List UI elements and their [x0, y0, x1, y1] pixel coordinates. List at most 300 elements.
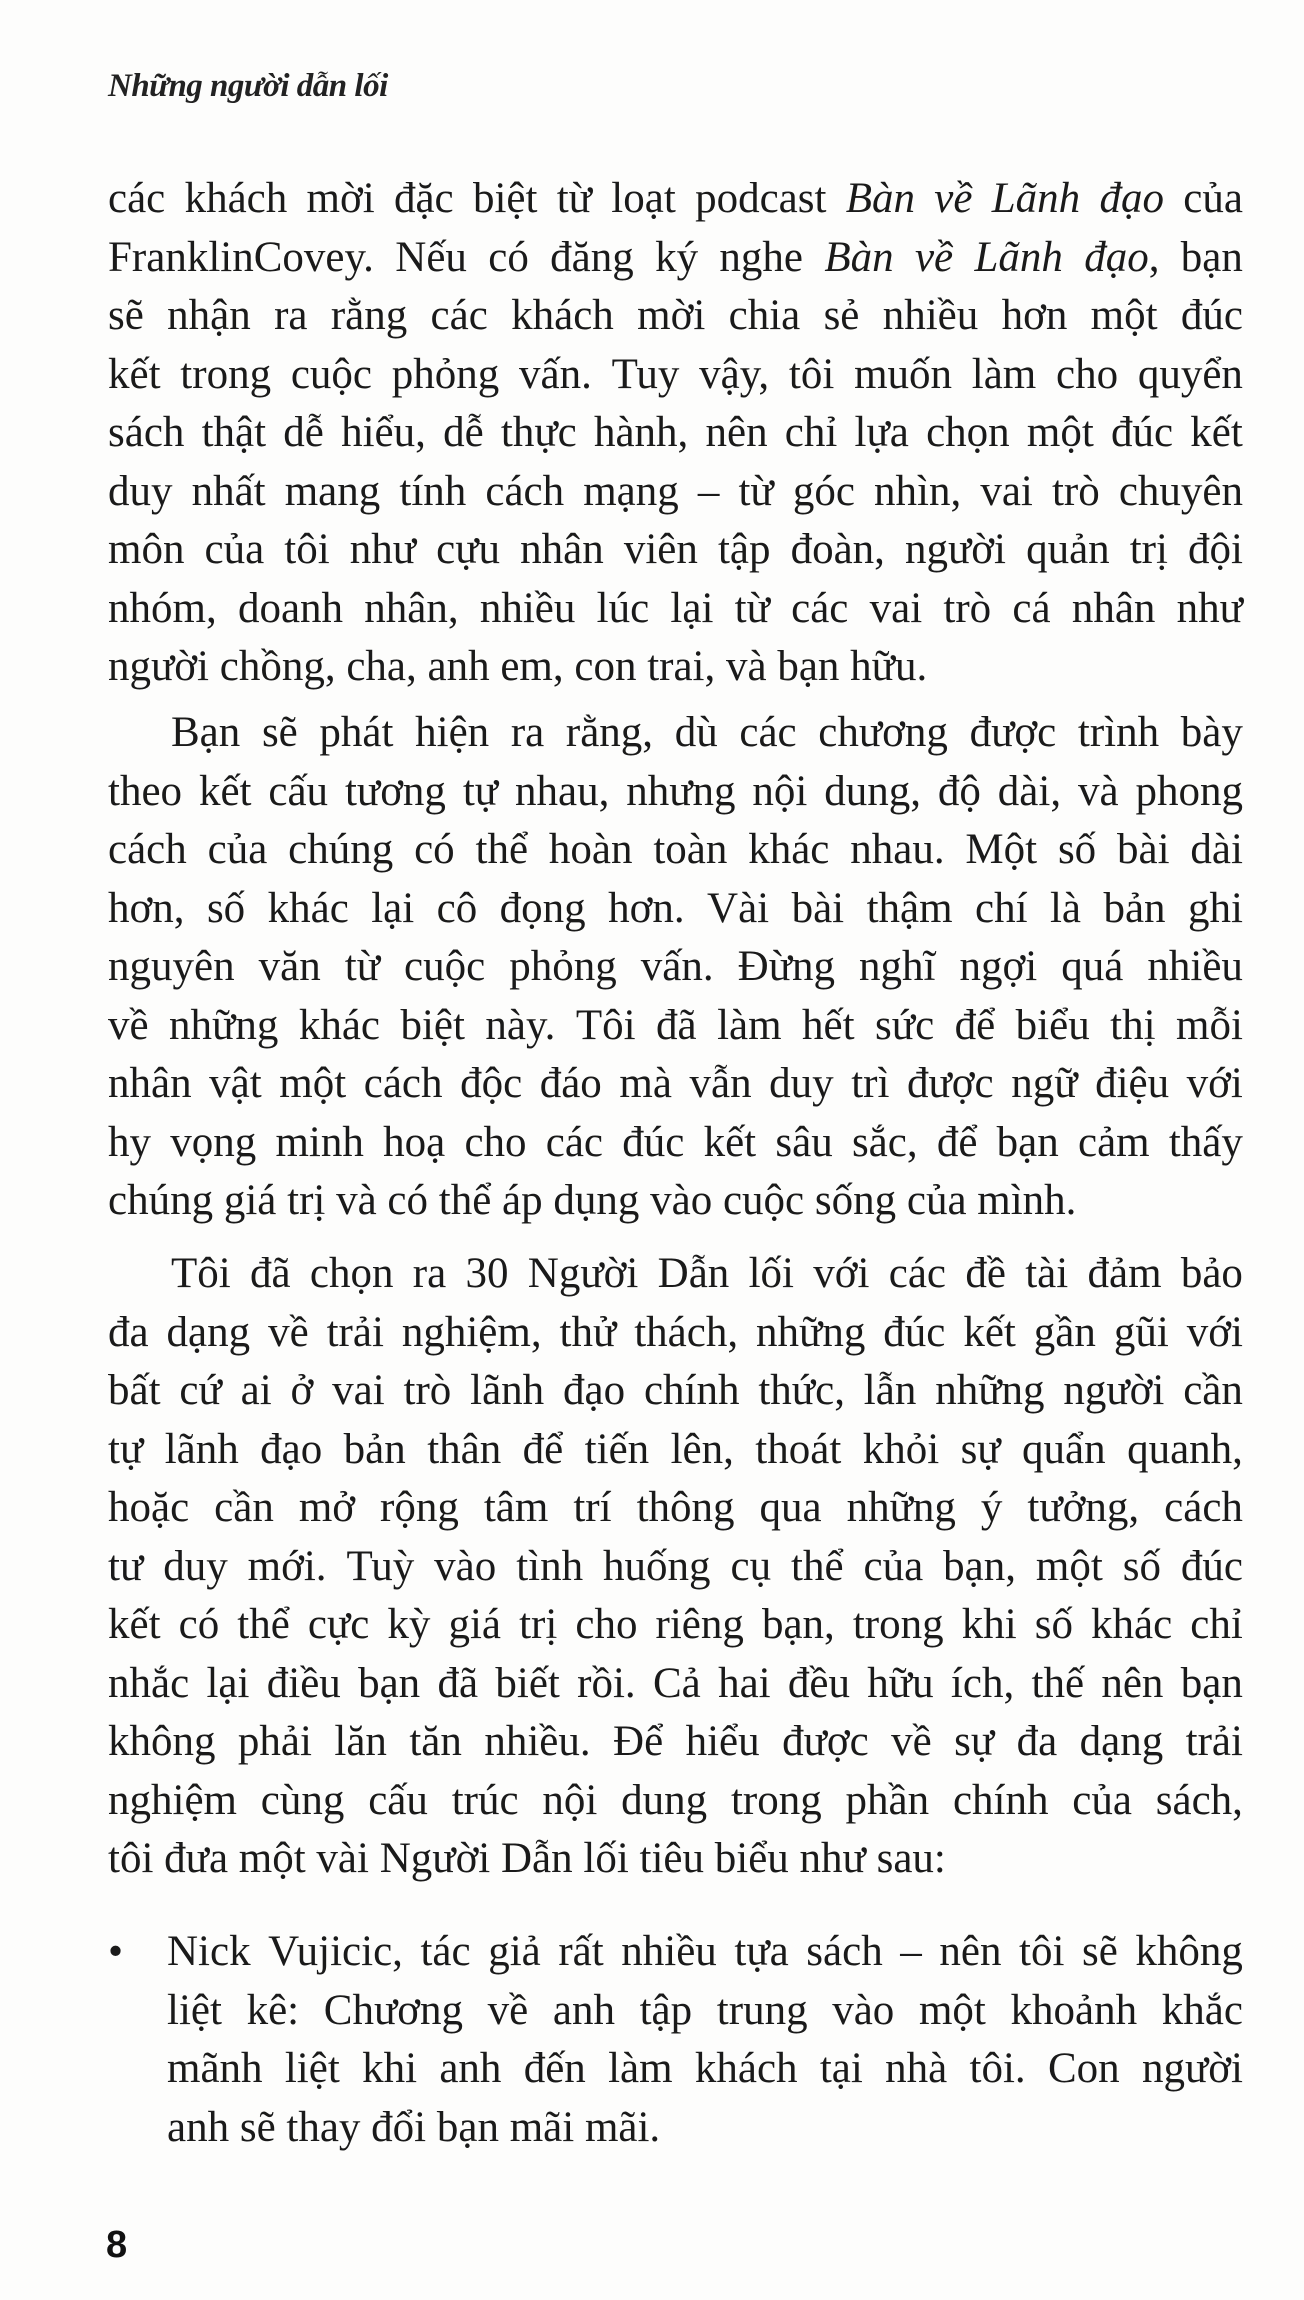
text-segment: bạn	[358, 1659, 421, 1707]
text-segment: Một	[965, 826, 1038, 873]
word	[291, 1362, 314, 1421]
text-segment: nhắc	[108, 1659, 190, 1707]
text-segment: rất	[558, 1928, 604, 1975]
text-segment: đúc	[622, 1118, 685, 1166]
word	[594, 404, 688, 463]
word	[511, 287, 614, 346]
word	[640, 1982, 693, 2041]
word	[583, 463, 679, 522]
word	[466, 1245, 509, 1304]
text-segment: tài	[1025, 1250, 1069, 1297]
text-segment: gũi	[1113, 1308, 1169, 1356]
text-segment: quá	[1061, 943, 1124, 990]
word	[915, 229, 953, 288]
word	[1016, 997, 1090, 1056]
word	[285, 463, 381, 522]
text-segment: cụ	[730, 1542, 772, 1590]
word	[1181, 287, 1243, 346]
text-segment: mỗi	[1176, 1001, 1243, 1049]
word	[319, 704, 393, 763]
word	[612, 346, 680, 405]
word	[464, 1114, 526, 1173]
word	[344, 1421, 406, 1480]
text-segment: khách	[184, 175, 288, 222]
word	[208, 821, 268, 880]
text-segment: tương	[344, 767, 446, 815]
word	[965, 821, 1037, 880]
text-segment: trung	[716, 1986, 808, 2034]
word	[275, 1114, 363, 1173]
text-segment: đáo	[539, 1060, 602, 1107]
text-segment: vai	[332, 1367, 385, 1414]
text-segment: văn	[258, 943, 321, 990]
word	[1063, 1362, 1164, 1421]
text-segment: cần	[214, 1484, 274, 1531]
text-segment: biểu	[1015, 1001, 1090, 1049]
word	[788, 1655, 850, 1714]
word	[573, 1479, 611, 1538]
text-segment: vai	[869, 584, 923, 632]
text-segment: huống	[603, 1542, 711, 1590]
word	[832, 1982, 894, 2041]
word	[167, 1982, 222, 2041]
text-segment: chính	[643, 1367, 740, 1414]
word	[364, 580, 458, 639]
text-line	[108, 763, 1243, 822]
word	[603, 1538, 711, 1597]
text-segment: ghi	[1187, 884, 1243, 932]
word	[431, 287, 488, 346]
text-segment: Tuy	[611, 350, 680, 398]
text-segment: thể	[237, 1601, 290, 1648]
text-segment: tập	[639, 1986, 693, 2034]
text-segment: những	[935, 1367, 1045, 1414]
text-segment: Để	[613, 1718, 664, 1765]
word	[707, 880, 769, 939]
word	[1034, 1304, 1096, 1363]
text-segment: nhau,	[514, 767, 610, 815]
word	[108, 1421, 143, 1480]
word	[760, 1479, 822, 1538]
word	[608, 880, 685, 939]
word	[621, 1772, 707, 1831]
text-segment: thách,	[634, 1308, 739, 1356]
text-segment: khách	[511, 292, 614, 339]
text-segment: trì	[851, 1060, 890, 1107]
text-segment: nhau.	[850, 826, 945, 873]
word	[626, 763, 735, 822]
word	[644, 1362, 740, 1421]
text-segment: lẫn	[863, 1367, 917, 1414]
word	[550, 229, 634, 288]
word	[167, 1923, 251, 1982]
word	[656, 997, 697, 1056]
word	[488, 1923, 541, 1982]
text-segment: ai	[240, 1367, 272, 1414]
text-segment: sách,	[1155, 1776, 1243, 1824]
text-segment: bài	[1117, 826, 1170, 873]
word	[167, 287, 251, 346]
text-segment: ,	[1148, 233, 1160, 281]
text-segment: trúc	[451, 1776, 519, 1824]
text-segment: toàn	[653, 826, 728, 873]
text-segment: mang	[284, 467, 381, 515]
word	[907, 1055, 994, 1114]
text-segment: lãnh	[470, 1367, 545, 1414]
word	[735, 580, 770, 639]
text-segment: đảm	[1087, 1250, 1162, 1297]
text-segment: biệt	[400, 1001, 465, 1049]
text-line	[167, 1923, 1243, 1982]
text-line	[108, 229, 1243, 288]
text-segment: rằng,	[565, 709, 654, 756]
word	[558, 1923, 603, 1982]
text-segment: sẽ	[1082, 1928, 1118, 1975]
text-line	[108, 1655, 1243, 1714]
text-segment: duy	[769, 1060, 834, 1107]
word	[248, 1538, 327, 1597]
text-segment: các	[739, 709, 797, 756]
text-segment: ngợi	[959, 943, 1038, 990]
word	[414, 821, 455, 880]
word	[972, 346, 1036, 405]
text-segment: đã	[437, 1659, 479, 1707]
word	[622, 1114, 684, 1173]
text-segment: hành,	[593, 409, 689, 456]
word	[283, 404, 324, 463]
text-segment: Cả	[652, 1659, 701, 1707]
text-segment: nhà	[885, 2045, 948, 2092]
word	[420, 1923, 470, 1982]
word	[108, 880, 185, 939]
text-segment: muốn	[854, 350, 953, 398]
word	[485, 463, 564, 522]
text-segment: tâm	[483, 1484, 549, 1531]
text-segment: hoàn	[548, 826, 633, 873]
word	[1181, 704, 1243, 763]
word	[519, 1596, 557, 1655]
word	[341, 404, 426, 463]
word	[792, 880, 845, 939]
word	[358, 1655, 420, 1714]
word	[404, 938, 485, 997]
word	[434, 1538, 496, 1597]
text-segment: không	[108, 1718, 216, 1765]
word	[108, 1772, 237, 1831]
text-segment: từ	[734, 584, 770, 632]
word	[975, 880, 1028, 939]
word	[546, 1114, 603, 1173]
text-segment: các	[430, 292, 488, 339]
text-segment: kết	[1190, 409, 1243, 456]
word	[1181, 1538, 1243, 1597]
text-segment: rộng	[380, 1484, 459, 1531]
text-segment: Tôi	[171, 1250, 231, 1297]
word	[675, 704, 718, 763]
paragraph-2	[108, 704, 1243, 1231]
word	[974, 229, 1062, 288]
text-segment: mãnh	[167, 2045, 263, 2092]
word	[1019, 1923, 1064, 1982]
text-segment: về	[108, 1001, 149, 1049]
word	[480, 580, 576, 639]
word	[400, 997, 464, 1056]
word	[1017, 1713, 1058, 1772]
word	[485, 997, 555, 1056]
word	[409, 1713, 462, 1772]
word	[943, 1538, 1016, 1597]
text-segment: dài,	[997, 767, 1062, 815]
text-segment: hiểu	[685, 1718, 760, 1765]
text-segment: đến	[523, 2045, 586, 2092]
word	[199, 763, 252, 822]
word	[549, 821, 633, 880]
word	[268, 1304, 309, 1363]
text-segment: góc	[792, 467, 855, 515]
word	[718, 1655, 771, 1714]
word	[108, 1055, 192, 1114]
text-segment: lối	[748, 1250, 794, 1297]
text-segment: khác	[748, 826, 830, 873]
word	[938, 763, 981, 822]
text-segment: thực	[500, 409, 577, 456]
text-segment: doanh	[237, 584, 344, 632]
text-segment: người chồng, cha, anh em, con trai, và bạn hữu.	[108, 643, 928, 690]
text-segment: các	[108, 175, 166, 222]
text-segment: vào	[434, 1542, 497, 1590]
word	[752, 763, 807, 822]
word	[380, 1479, 459, 1538]
text-segment: nhìn,	[874, 467, 962, 515]
text-segment: số	[206, 884, 246, 932]
text-segment: lựa	[854, 409, 909, 456]
text-line	[108, 880, 1243, 939]
text-segment: để	[522, 1425, 564, 1473]
word	[608, 2040, 672, 2099]
text-segment: một	[1035, 1542, 1103, 1590]
text-segment: biệt	[472, 175, 538, 222]
word	[108, 287, 144, 346]
italic-title: về	[914, 233, 954, 281]
word	[789, 346, 834, 405]
text-segment: ý	[980, 1484, 1003, 1531]
text-segment: nhân	[520, 526, 604, 573]
text-segment: để	[954, 1001, 996, 1049]
text-segment: gần	[1033, 1308, 1096, 1356]
word	[362, 2040, 417, 2099]
text-segment: bạn	[996, 1118, 1059, 1166]
text-segment: Chương	[323, 1986, 463, 2034]
text-segment: kết	[108, 1601, 161, 1648]
word	[1190, 1596, 1243, 1655]
text-segment: thế	[1031, 1659, 1085, 1707]
word	[585, 1421, 649, 1480]
text-line	[108, 1713, 1243, 1772]
word	[346, 1538, 414, 1597]
text-line	[167, 1982, 1243, 2041]
word	[509, 938, 617, 997]
word	[180, 346, 271, 405]
text-segment: lăn	[334, 1718, 387, 1765]
word	[634, 1304, 738, 1363]
word	[1103, 880, 1165, 939]
word	[791, 1538, 844, 1597]
word	[782, 1713, 869, 1772]
text-line	[108, 287, 1243, 346]
word	[850, 821, 944, 880]
text-segment: giả	[488, 1928, 541, 1975]
text-segment: cựu	[436, 526, 501, 573]
text-segment: khi	[362, 2045, 418, 2092]
word	[291, 346, 372, 405]
word	[238, 1713, 312, 1772]
word	[553, 1982, 615, 2041]
word	[1181, 1245, 1243, 1304]
word	[404, 1362, 452, 1421]
word	[108, 938, 235, 997]
text-segment: chương	[818, 709, 948, 756]
running-head: Những người dẫn lối	[108, 68, 388, 104]
text-segment: nhất	[191, 467, 266, 515]
text-segment: lúc	[596, 584, 650, 632]
text-segment: dung	[621, 1776, 708, 1824]
text-segment: Tuỳ	[346, 1542, 415, 1590]
text-segment: trò	[403, 1367, 452, 1414]
text-segment: và	[1077, 767, 1119, 815]
word	[853, 1596, 944, 1655]
word	[368, 1772, 428, 1831]
text-segment: tự	[108, 1425, 144, 1473]
text-segment: trong	[852, 1601, 944, 1648]
word	[864, 1538, 924, 1597]
word	[1138, 346, 1243, 405]
text-segment: tưởng,	[1027, 1484, 1140, 1531]
text-line	[108, 521, 1243, 580]
word	[399, 463, 466, 522]
text-segment: các	[791, 584, 849, 632]
word	[883, 287, 979, 346]
word	[919, 1982, 986, 2041]
word	[108, 1114, 151, 1173]
text-segment: đặc	[393, 175, 454, 222]
text-segment: tôi đưa một vài Người Dẫn lối tiêu biểu như sau:	[108, 1835, 946, 1882]
text-segment: với	[1186, 1060, 1243, 1107]
text-segment: sẽ	[108, 292, 144, 339]
word	[943, 580, 991, 639]
text-segment: một	[1026, 409, 1094, 456]
text-segment: người	[1141, 2045, 1243, 2092]
word	[542, 1772, 597, 1831]
text-segment: –	[697, 467, 720, 515]
word	[171, 1245, 231, 1304]
text-segment: podcast	[695, 175, 827, 222]
word	[1101, 1655, 1163, 1714]
text-segment: không	[1135, 1928, 1243, 1975]
word	[729, 287, 801, 346]
word	[981, 1479, 1003, 1538]
word	[1187, 1055, 1243, 1114]
word	[1135, 763, 1243, 822]
word	[484, 1713, 590, 1772]
word	[108, 229, 374, 288]
word	[961, 1421, 1001, 1480]
text-segment: qua	[759, 1484, 822, 1531]
word	[108, 463, 173, 522]
text-segment: Con	[1047, 2045, 1120, 2092]
word	[108, 821, 187, 880]
text-line	[108, 821, 1243, 880]
text-segment: tôi.	[969, 2045, 1026, 2092]
text-segment: độc	[460, 1060, 523, 1107]
word	[731, 1772, 822, 1831]
text-segment: cần	[1183, 1367, 1243, 1414]
word	[364, 1055, 443, 1114]
word	[108, 1538, 143, 1597]
text-segment: dạng	[166, 1308, 251, 1356]
text-segment: bản	[343, 1425, 406, 1473]
word	[1027, 404, 1094, 463]
word	[891, 1713, 932, 1772]
text-segment: thân	[427, 1425, 502, 1473]
text-segment: hơn,	[108, 884, 185, 932]
word	[926, 404, 1010, 463]
text-segment: sự	[954, 1718, 995, 1765]
word	[1095, 1055, 1169, 1114]
text-segment: đúc	[883, 1308, 946, 1356]
word	[1084, 229, 1159, 288]
word	[274, 287, 307, 346]
word	[1036, 1538, 1103, 1597]
text-segment: trình	[1077, 709, 1160, 756]
text-segment: hơn.	[608, 884, 685, 932]
word	[488, 229, 529, 288]
text-segment: của	[1183, 175, 1243, 222]
word	[824, 229, 893, 288]
text-line	[108, 1830, 1243, 1889]
word	[955, 997, 996, 1056]
word	[653, 821, 727, 880]
text-segment: số	[1034, 1601, 1073, 1648]
text-segment: nguyên	[108, 943, 235, 990]
word	[1176, 997, 1243, 1056]
word	[261, 1772, 345, 1831]
text-segment: anh sẽ thay đổi bạn mãi mãi.	[167, 2103, 661, 2151]
text-segment: ở	[290, 1367, 314, 1414]
text-line	[108, 1538, 1243, 1597]
word	[939, 1923, 1001, 1982]
word	[1135, 1923, 1243, 1982]
word	[1162, 1982, 1243, 2041]
word	[1002, 287, 1068, 346]
text-segment: chúng	[288, 826, 394, 873]
word	[847, 1479, 956, 1538]
word	[250, 1245, 291, 1304]
text-segment: đúc	[1180, 292, 1243, 339]
text-line	[108, 404, 1243, 463]
word	[437, 1655, 478, 1714]
text-segment: loạt	[611, 175, 676, 222]
text-segment: phỏng	[509, 943, 617, 990]
word	[383, 1114, 445, 1173]
text-segment: tựa	[734, 1928, 789, 1975]
word	[802, 997, 855, 1056]
word	[238, 580, 343, 639]
text-segment: đã	[656, 1001, 697, 1049]
text-segment: thị	[1110, 1001, 1156, 1049]
text-segment: có	[178, 1601, 220, 1648]
text-segment: vấn.	[640, 943, 714, 990]
italic-title: về	[934, 175, 973, 222]
